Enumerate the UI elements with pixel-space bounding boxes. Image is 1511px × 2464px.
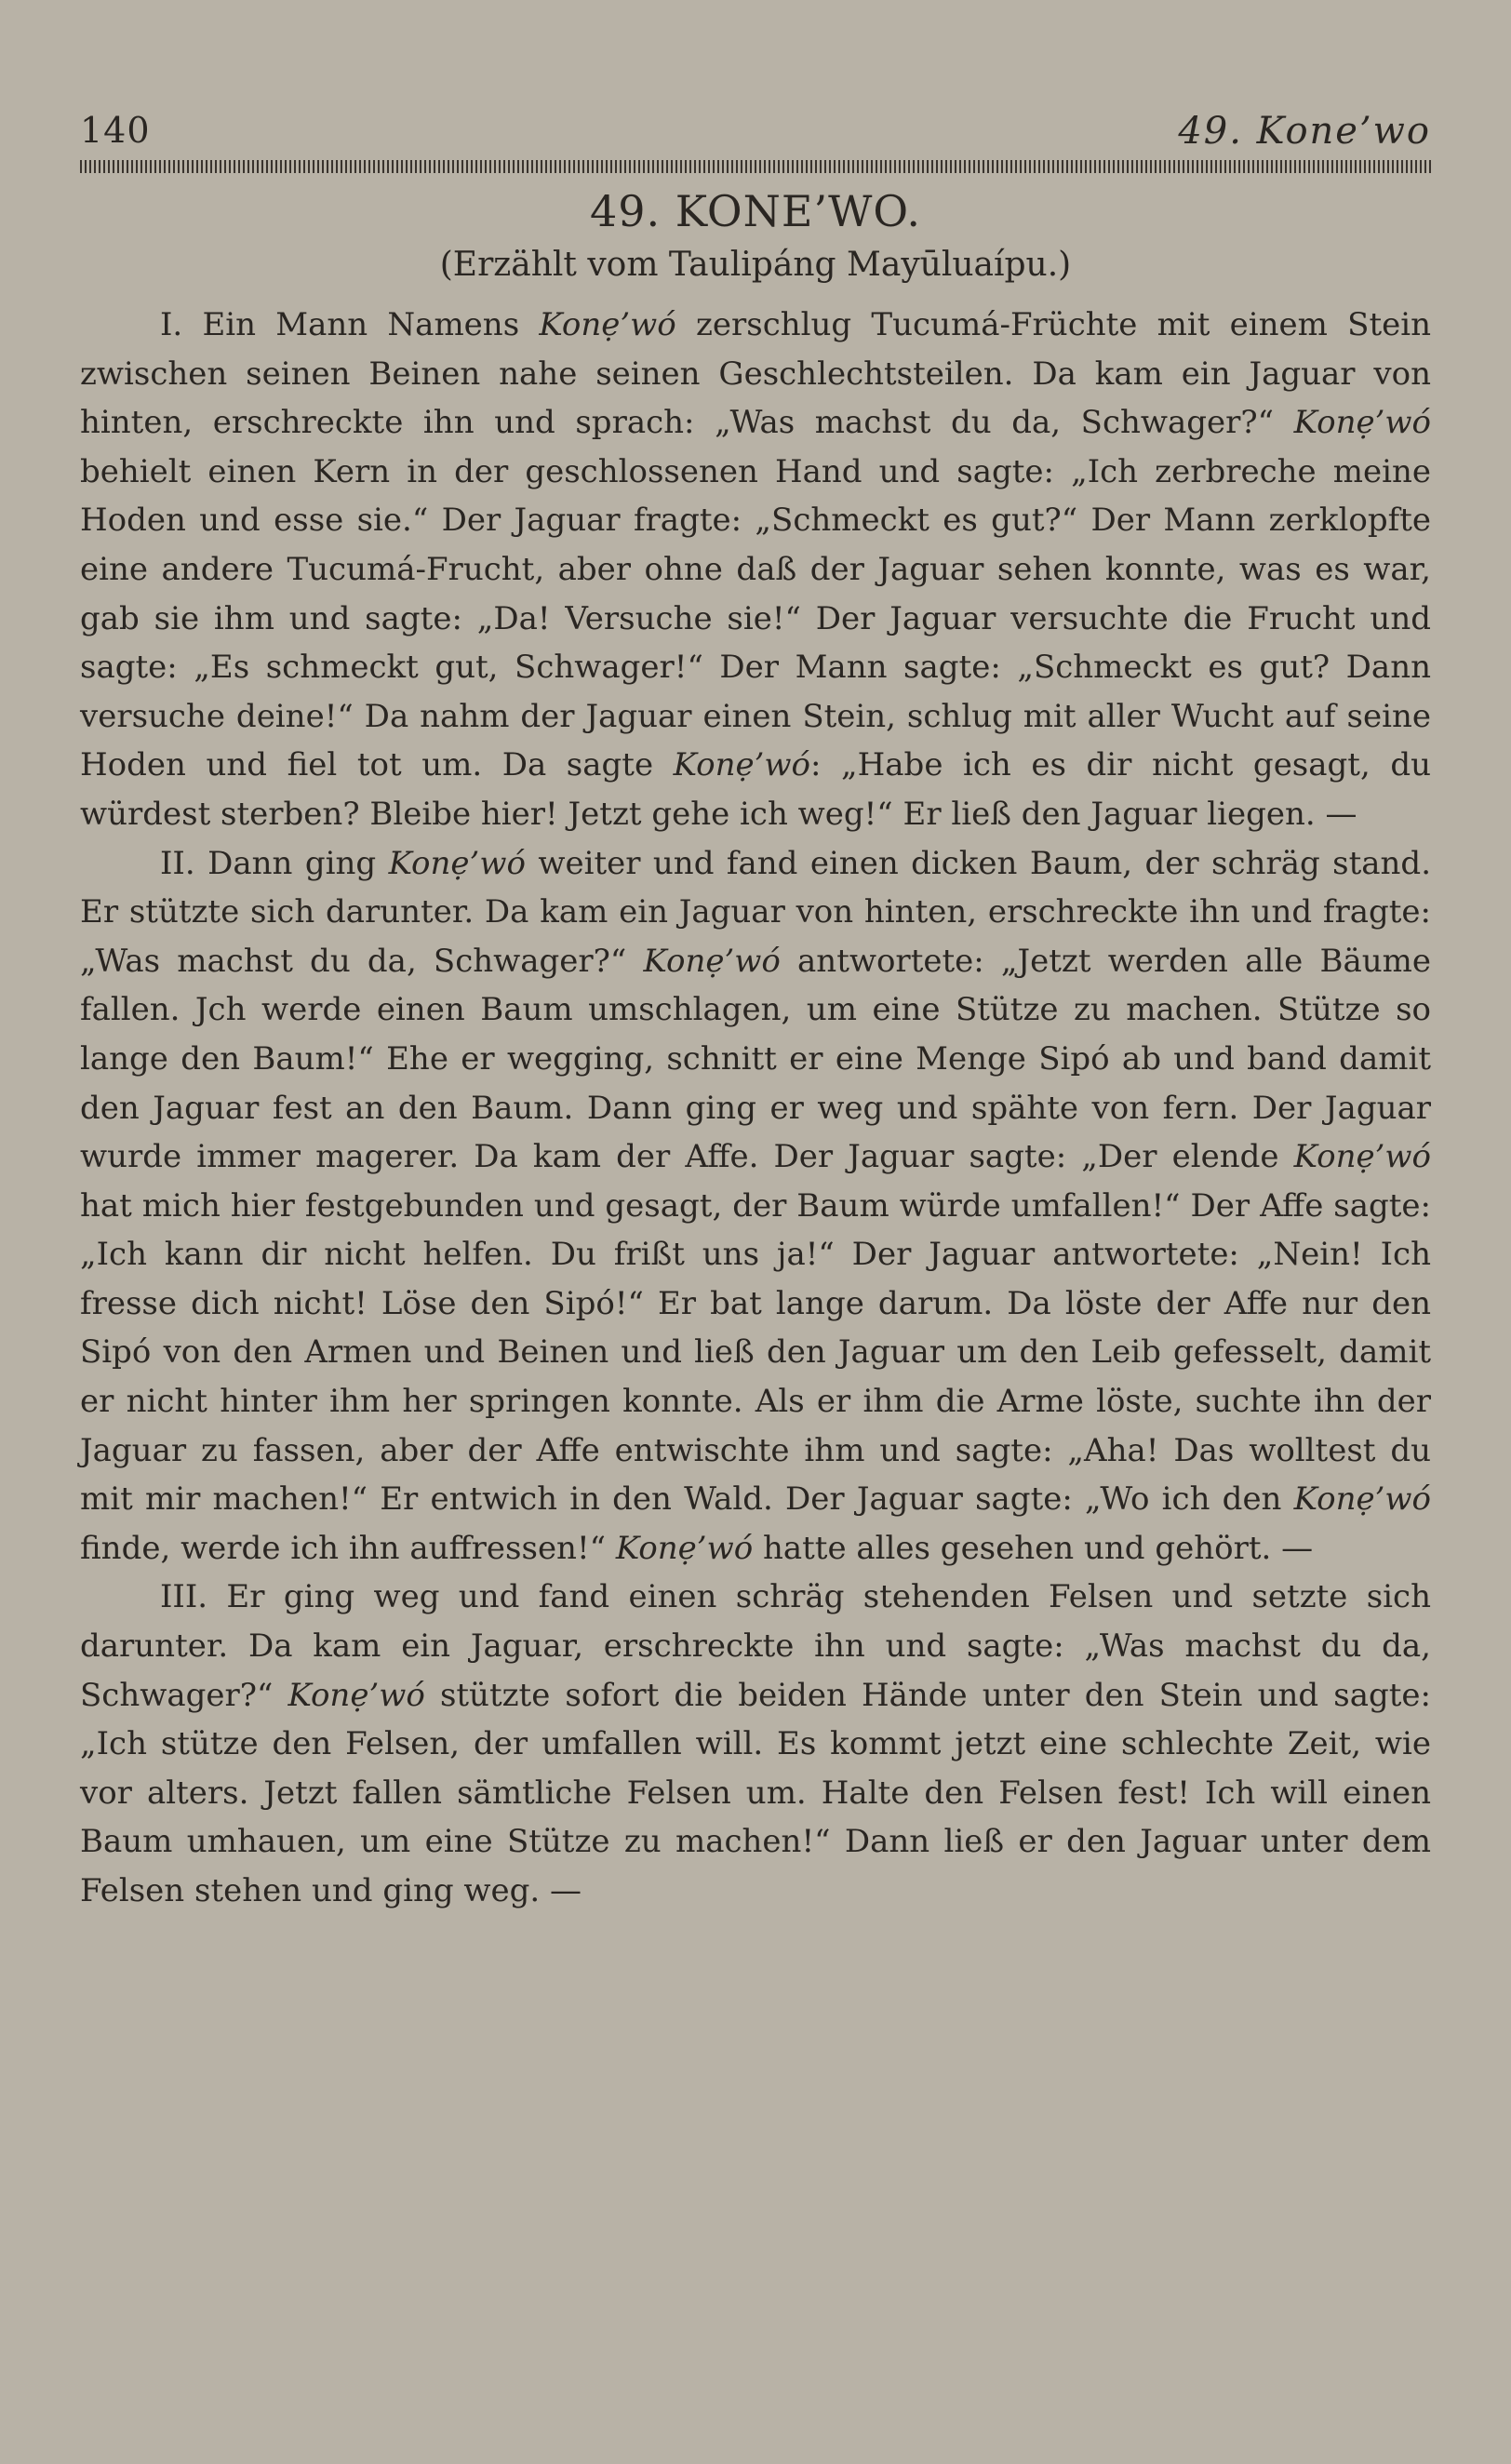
- character-name: Konẹ’wó: [643, 942, 781, 980]
- text-segment: antwortete: „Jetzt werden alle Bäume fallen. Jch werde einen Baum umschlagen, um eine Stütze zu machen. Stütze so lange den Baum!“ Ehe er wegging, schnitt er eine Menge Sipó ab und band damit den Jaguar fest an den Baum. Dann ging er weg und spähte von fern. Der Jaguar wurde immer magerer. Da kam der Affe. Der Jaguar sagte: „Der elende: [80, 942, 1431, 1176]
- character-name: Konẹ’wó: [539, 306, 676, 343]
- text-segment: hat mich hier festgebunden und gesagt, der Baum würde umfallen!“ Der Affe sagte: „Ich kann dir nicht helfen. Du frißt uns ja!“ Der Jaguar antwortete: „Nein! Ich fresse dich nicht! Löse den Sipó!“ Er bat lange darum. Da löste der Affe nur den Sipó von den Armen und Beinen und ließ den Jaguar um den Leib gefesselt, damit er nicht hinter ihm her springen konnte. Als er ihm die Arme löste, suchte ihn der Jaguar zu fassen, aber der Affe entwischte ihm und sagte: „Aha! Das wolltest du mit mir machen!“ Er entwich in den Wald. Der Jaguar sagte: „Wo ich den: [80, 1186, 1431, 1519]
- text-segment: weiter und fand einen dicken Baum, der schräg stand. Er stützte sich darunter. Da kam ein Jaguar von hinten, erschreckte ihn und fragte: „Was machst du da, Schwager?“: [80, 844, 1432, 980]
- text-segment: behielt einen Kern in der geschlossenen Hand und sagte: „Ich zerbreche meine Hoden und esse sie.“ Der Jaguar fragte: „Schmeckt es gut?“ Der Mann zerklopfte eine andere Tucumá-Frucht, aber ohne daß der Jaguar sehen konnte, was es war, gab sie ihm und sagte: „Da! Versuche sie!“ Der Jaguar versuchte die Frucht und sagte: „Es schmeckt gut, Schwager!“ Der Mann sagte: „Schmeckt es gut? Dann versuche deine!“ Da nahm der Jaguar einen Stein, schlug mit aller Wucht auf seine Hoden und fiel tot um. Da sagte: [80, 452, 1431, 784]
- paragraph-2: [80, 839, 1431, 1573]
- character-name: Konẹ’wó: [388, 844, 526, 882]
- paragraph-3: [80, 1573, 1431, 1915]
- character-name: Konẹ’wó: [1293, 404, 1431, 442]
- text-segment: I. Ein Mann Namens: [160, 306, 540, 343]
- character-name: Konẹ’wó: [1293, 1138, 1431, 1176]
- chapter-title: 49. KONE’WO.: [590, 186, 921, 236]
- header-rule: [80, 160, 1431, 173]
- text-segment: zerschlug Tucumá-Früchte mit einem Stein zwischen seinen Beinen nahe seinen Geschlechtsteilen. Da kam ein Jaguar von hinten, erschreckte ihn und sprach: „Was machst du da, Schwager?“: [80, 306, 1432, 442]
- character-name: Konẹ’wó: [673, 746, 810, 784]
- text-segment: hatte alles gesehen und gehört. —: [753, 1529, 1314, 1567]
- running-title: 49. Kone’wo: [1178, 110, 1431, 153]
- chapter-subtitle: (Erzählt vom Taulipáng Mayūluaípu.): [439, 246, 1072, 284]
- text-segment: II. Dann ging: [160, 844, 389, 882]
- character-name: Konẹ’wó: [615, 1529, 754, 1567]
- text-segment: III. Er ging weg und fand einen schräg stehenden Felsen und setzte sich darunter. Da kam ein Jaguar, erschreckte ihn und sagte: „Was machst du da, Schwager?“: [80, 1578, 1431, 1714]
- character-name: Konẹ’wó: [1293, 1480, 1431, 1519]
- paragraph-1: [80, 301, 1431, 839]
- body-text: [80, 301, 1431, 1916]
- text-segment: stützte sofort die beiden Hände unter den Stein und sagte: „Ich stütze den Felsen, der umfallen will. Es kommt jetzt eine schlechte Zeit, wie vor alters. Jetzt fallen sämtliche Felsen um. Halte den Felsen fest! Ich will einen Baum umhauen, um eine Stütze zu machen!“ Dann ließ er den Jaguar unter dem Felsen stehen und ging weg. —: [80, 1676, 1431, 1909]
- page-number: 140: [80, 110, 151, 151]
- text-segment: : „Habe ich es dir nicht gesagt, du würdest sterben? Bleibe hier! Jetzt gehe ich weg!“ Er ließ den Jaguar liegen. —: [80, 746, 1431, 833]
- running-head: [80, 110, 1431, 162]
- text-segment: finde, werde ich ihn auffressen!“: [80, 1529, 616, 1567]
- character-name: Konẹ’wó: [287, 1676, 425, 1714]
